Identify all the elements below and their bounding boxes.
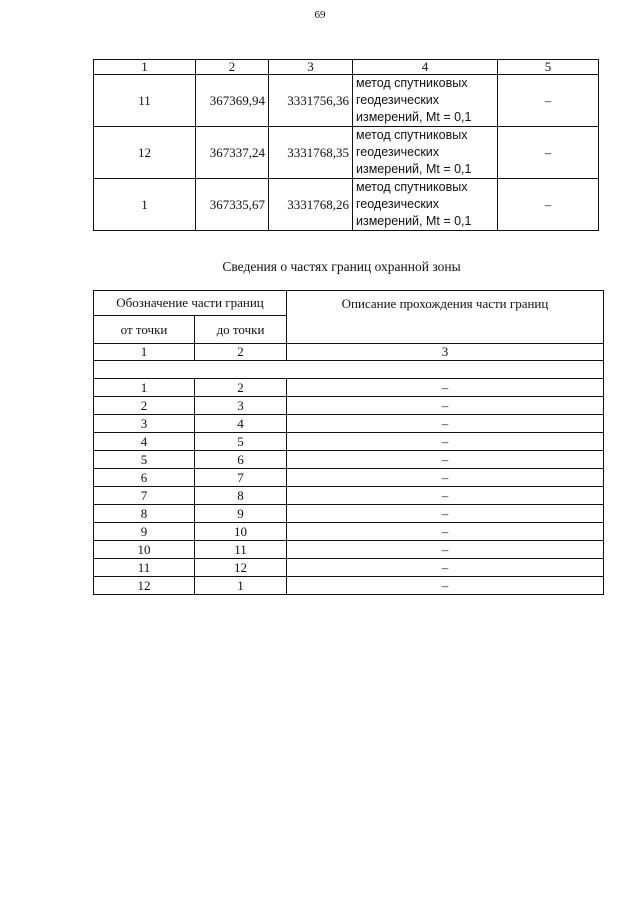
numbering-cell: 1	[94, 344, 195, 361]
to-point: 12	[195, 559, 287, 577]
method-line: измерений, Mt = 0,1	[356, 110, 472, 124]
method-line: метод спутниковых	[356, 180, 468, 194]
coordinates-header-cell: 1	[94, 60, 196, 75]
parts-header-row	[94, 291, 604, 316]
description: –	[287, 379, 604, 397]
coordinates-table-header-row	[94, 60, 599, 75]
description: –	[287, 505, 604, 523]
table-row	[94, 379, 604, 397]
from-point: 6	[94, 469, 195, 487]
table-row	[94, 523, 604, 541]
to-point: 2	[195, 379, 287, 397]
to-point: 8	[195, 487, 287, 505]
to-point: 11	[195, 541, 287, 559]
header-to-point: до точки	[195, 316, 287, 344]
coordinate-y: 3331768,26	[269, 179, 353, 231]
note-cell: –	[498, 75, 599, 127]
to-point: 4	[195, 415, 287, 433]
description: –	[287, 415, 604, 433]
coordinate-x: 367369,94	[196, 75, 269, 127]
coordinates-header-cell: 4	[353, 60, 498, 75]
from-point: 5	[94, 451, 195, 469]
from-point: 1	[94, 379, 195, 397]
coordinate-x: 367337,24	[196, 127, 269, 179]
point-number: 1	[94, 179, 196, 231]
numbering-cell: 3	[287, 344, 604, 361]
method-line: геодезических	[356, 197, 440, 211]
table-row	[94, 487, 604, 505]
from-point: 11	[94, 559, 195, 577]
from-point: 2	[94, 397, 195, 415]
description: –	[287, 487, 604, 505]
to-point: 10	[195, 523, 287, 541]
coordinates-header-cell: 5	[498, 60, 599, 75]
coordinate-y: 3331756,36	[269, 75, 353, 127]
table-row	[94, 505, 604, 523]
to-point: 3	[195, 397, 287, 415]
header-from-point: от точки	[94, 316, 195, 344]
measurement-method	[353, 75, 498, 127]
table-row	[94, 75, 599, 127]
from-point: 12	[94, 577, 195, 595]
from-point: 4	[94, 433, 195, 451]
note-cell: –	[498, 179, 599, 231]
blank-cell	[94, 361, 604, 379]
method-line: геодезических	[356, 145, 440, 159]
table-row	[94, 451, 604, 469]
from-point: 10	[94, 541, 195, 559]
to-point: 1	[195, 577, 287, 595]
description: –	[287, 469, 604, 487]
measurement-method	[353, 127, 498, 179]
description: –	[287, 559, 604, 577]
coordinate-y: 3331768,35	[269, 127, 353, 179]
description: –	[287, 577, 604, 595]
table-row	[94, 415, 604, 433]
coordinate-x: 367335,67	[196, 179, 269, 231]
table-row	[94, 433, 604, 451]
description: –	[287, 397, 604, 415]
description: –	[287, 541, 604, 559]
parts-numbering-row	[94, 344, 604, 361]
point-number: 12	[94, 127, 196, 179]
method-line: измерений, Mt = 0,1	[356, 162, 472, 176]
numbering-cell: 2	[195, 344, 287, 361]
header-boundary-description: Описание прохождения части границ	[287, 291, 604, 344]
table-row	[94, 559, 604, 577]
method-line: геодезических	[356, 93, 440, 107]
description: –	[287, 433, 604, 451]
description: –	[287, 451, 604, 469]
to-point: 5	[195, 433, 287, 451]
page-number: 69	[314, 9, 326, 21]
method-line: измерений, Mt = 0,1	[356, 214, 472, 228]
measurement-method	[353, 179, 498, 231]
description: –	[287, 523, 604, 541]
to-point: 7	[195, 469, 287, 487]
to-point: 9	[195, 505, 287, 523]
table-row	[94, 397, 604, 415]
point-number: 11	[94, 75, 196, 127]
table-row	[94, 127, 599, 179]
from-point: 8	[94, 505, 195, 523]
coordinates-header-cell: 2	[196, 60, 269, 75]
header-boundary-designation: Обозначение части границ	[94, 291, 287, 316]
from-point: 3	[94, 415, 195, 433]
from-point: 7	[94, 487, 195, 505]
table-row	[94, 179, 599, 231]
method-line: метод спутниковых	[356, 76, 468, 90]
section-title: Сведения о частях границ охранной зоны	[222, 259, 461, 274]
table-row	[94, 469, 604, 487]
coordinates-table	[93, 59, 599, 231]
to-point: 6	[195, 451, 287, 469]
blank-row	[94, 361, 604, 379]
table-row	[94, 541, 604, 559]
method-line: метод спутниковых	[356, 128, 468, 142]
from-point: 9	[94, 523, 195, 541]
coordinates-header-cell: 3	[269, 60, 353, 75]
boundary-parts-table	[93, 290, 604, 595]
note-cell: –	[498, 127, 599, 179]
table-row	[94, 577, 604, 595]
